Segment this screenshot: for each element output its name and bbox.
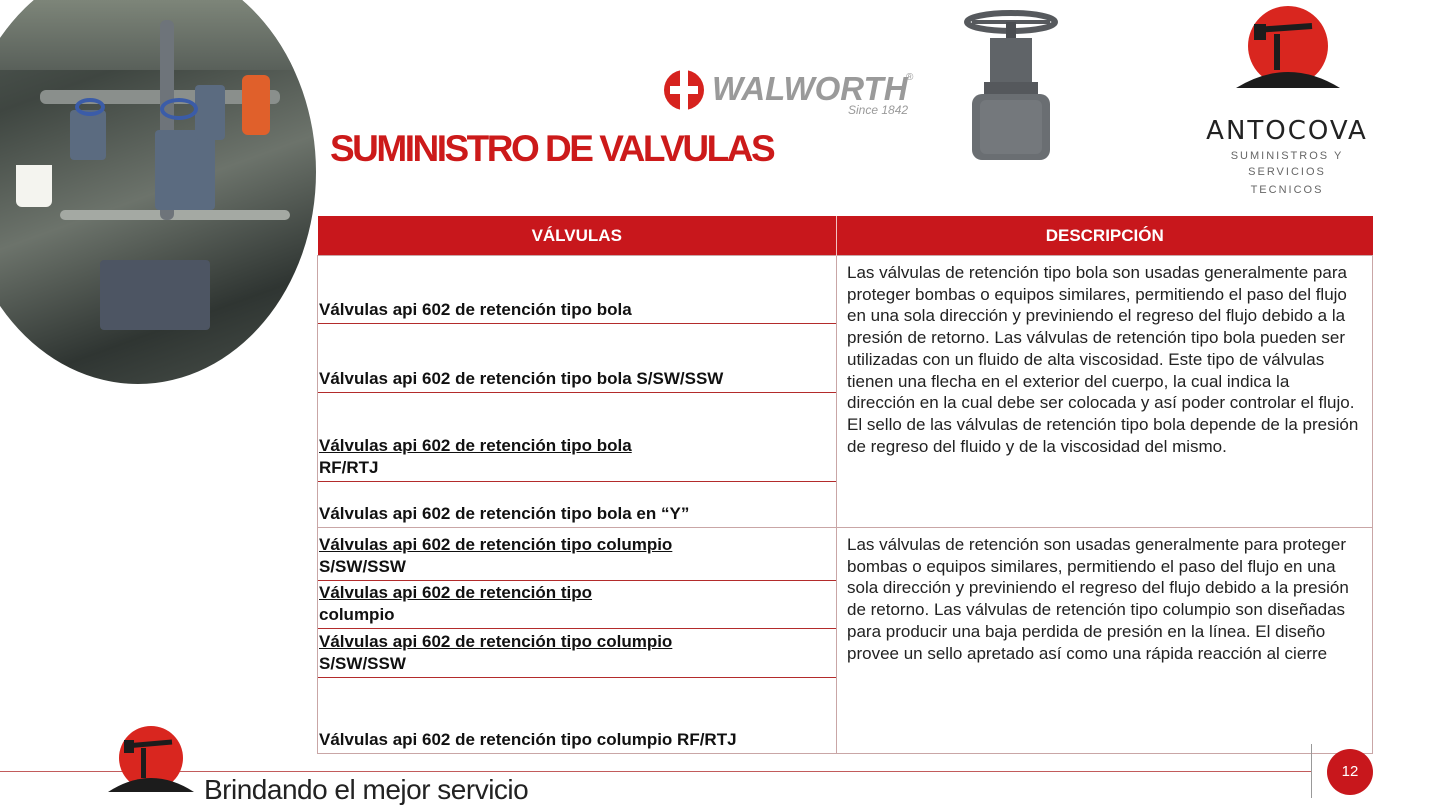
list-item: Válvulas api 602 de retención tipo bola RF/RTJ xyxy=(318,393,836,482)
valves-table xyxy=(317,216,1373,754)
list-item: Válvulas api 602 de retención tipo bola en “Y” xyxy=(319,504,690,523)
list-item: Válvulas api 602 de retención tipo columpio xyxy=(318,581,836,629)
list-item: Válvulas api 602 de retención tipo columpio RF/RTJ xyxy=(319,730,737,749)
walworth-since: Since 1842 xyxy=(848,103,909,117)
list-item: Válvulas api 602 de retención tipo columpio S/SW/SSW xyxy=(318,629,836,678)
footer-vertical-divider xyxy=(1311,744,1312,798)
company-name: ANTOCOVA xyxy=(1206,116,1368,146)
description-swing-check: Las válvulas de retención son usadas generalmente para proteger bombas o equipos similares, permitiendo el paso del flujo en una sola dirección y previniendo el regreso del flujo debido a la presión de retorno. Las válvulas de retención tipo columpio son diseñadas para producir una baja perdida de presión en la línea. El diseño provee un sello apretado así como una rápida reacción al cierre xyxy=(847,535,1349,663)
gate-valve-image xyxy=(962,8,1060,166)
company-subtitle-1: SUMINISTROS Y SERVICIOS xyxy=(1230,150,1344,178)
workshop-photo xyxy=(0,0,316,384)
list-item: Válvulas api 602 de retención tipo bola xyxy=(318,256,836,324)
column-header-descripcion: DESCRIPCIÓN xyxy=(837,216,1373,256)
description-ball-check: Las válvulas de retención tipo bola son usadas generalmente para proteger bombas o equipos similares, permitiendo el paso del flujo en una sola dirección y previniendo el regreso del flujo debido a la presión de retorno. Las válvulas de retención tipo bola pueden ser utilizadas con un fluido de alta viscosidad. Este tipo de válvulas tienen una flecha en el exterior del cuerpo, la cual indica la dirección en la cual debe ser colocada y así poder controlar el flujo. El sello de las válvulas de retención tipo bola depende de la presión de regreso del fluido y de la viscosidad del mismo. xyxy=(847,263,1359,456)
list-item: Válvulas api 602 de retención tipo bola S/SW/SSW xyxy=(318,324,836,393)
company-subtitle-2: TECNICOS xyxy=(1250,184,1324,196)
column-header-valvulas: VÁLVULAS xyxy=(318,216,837,256)
table-row xyxy=(318,256,1373,528)
walworth-registered: ® xyxy=(906,72,914,83)
walworth-wordmark: WALWORTH xyxy=(712,70,908,107)
page-title: SUMINISTRO DE VALVULAS xyxy=(330,128,774,169)
table-row xyxy=(318,528,1373,754)
walworth-logo xyxy=(660,62,920,118)
list-item: Válvulas api 602 de retención tipo columpio S/SW/SSW xyxy=(318,528,836,581)
antocova-brand xyxy=(1190,116,1384,198)
page-number: 12 xyxy=(1327,749,1373,795)
footer-slogan: Brindando el mejor servicio xyxy=(204,774,529,805)
antocova-logo-icon xyxy=(1228,4,1346,96)
antocova-footer-logo-icon xyxy=(104,724,198,796)
